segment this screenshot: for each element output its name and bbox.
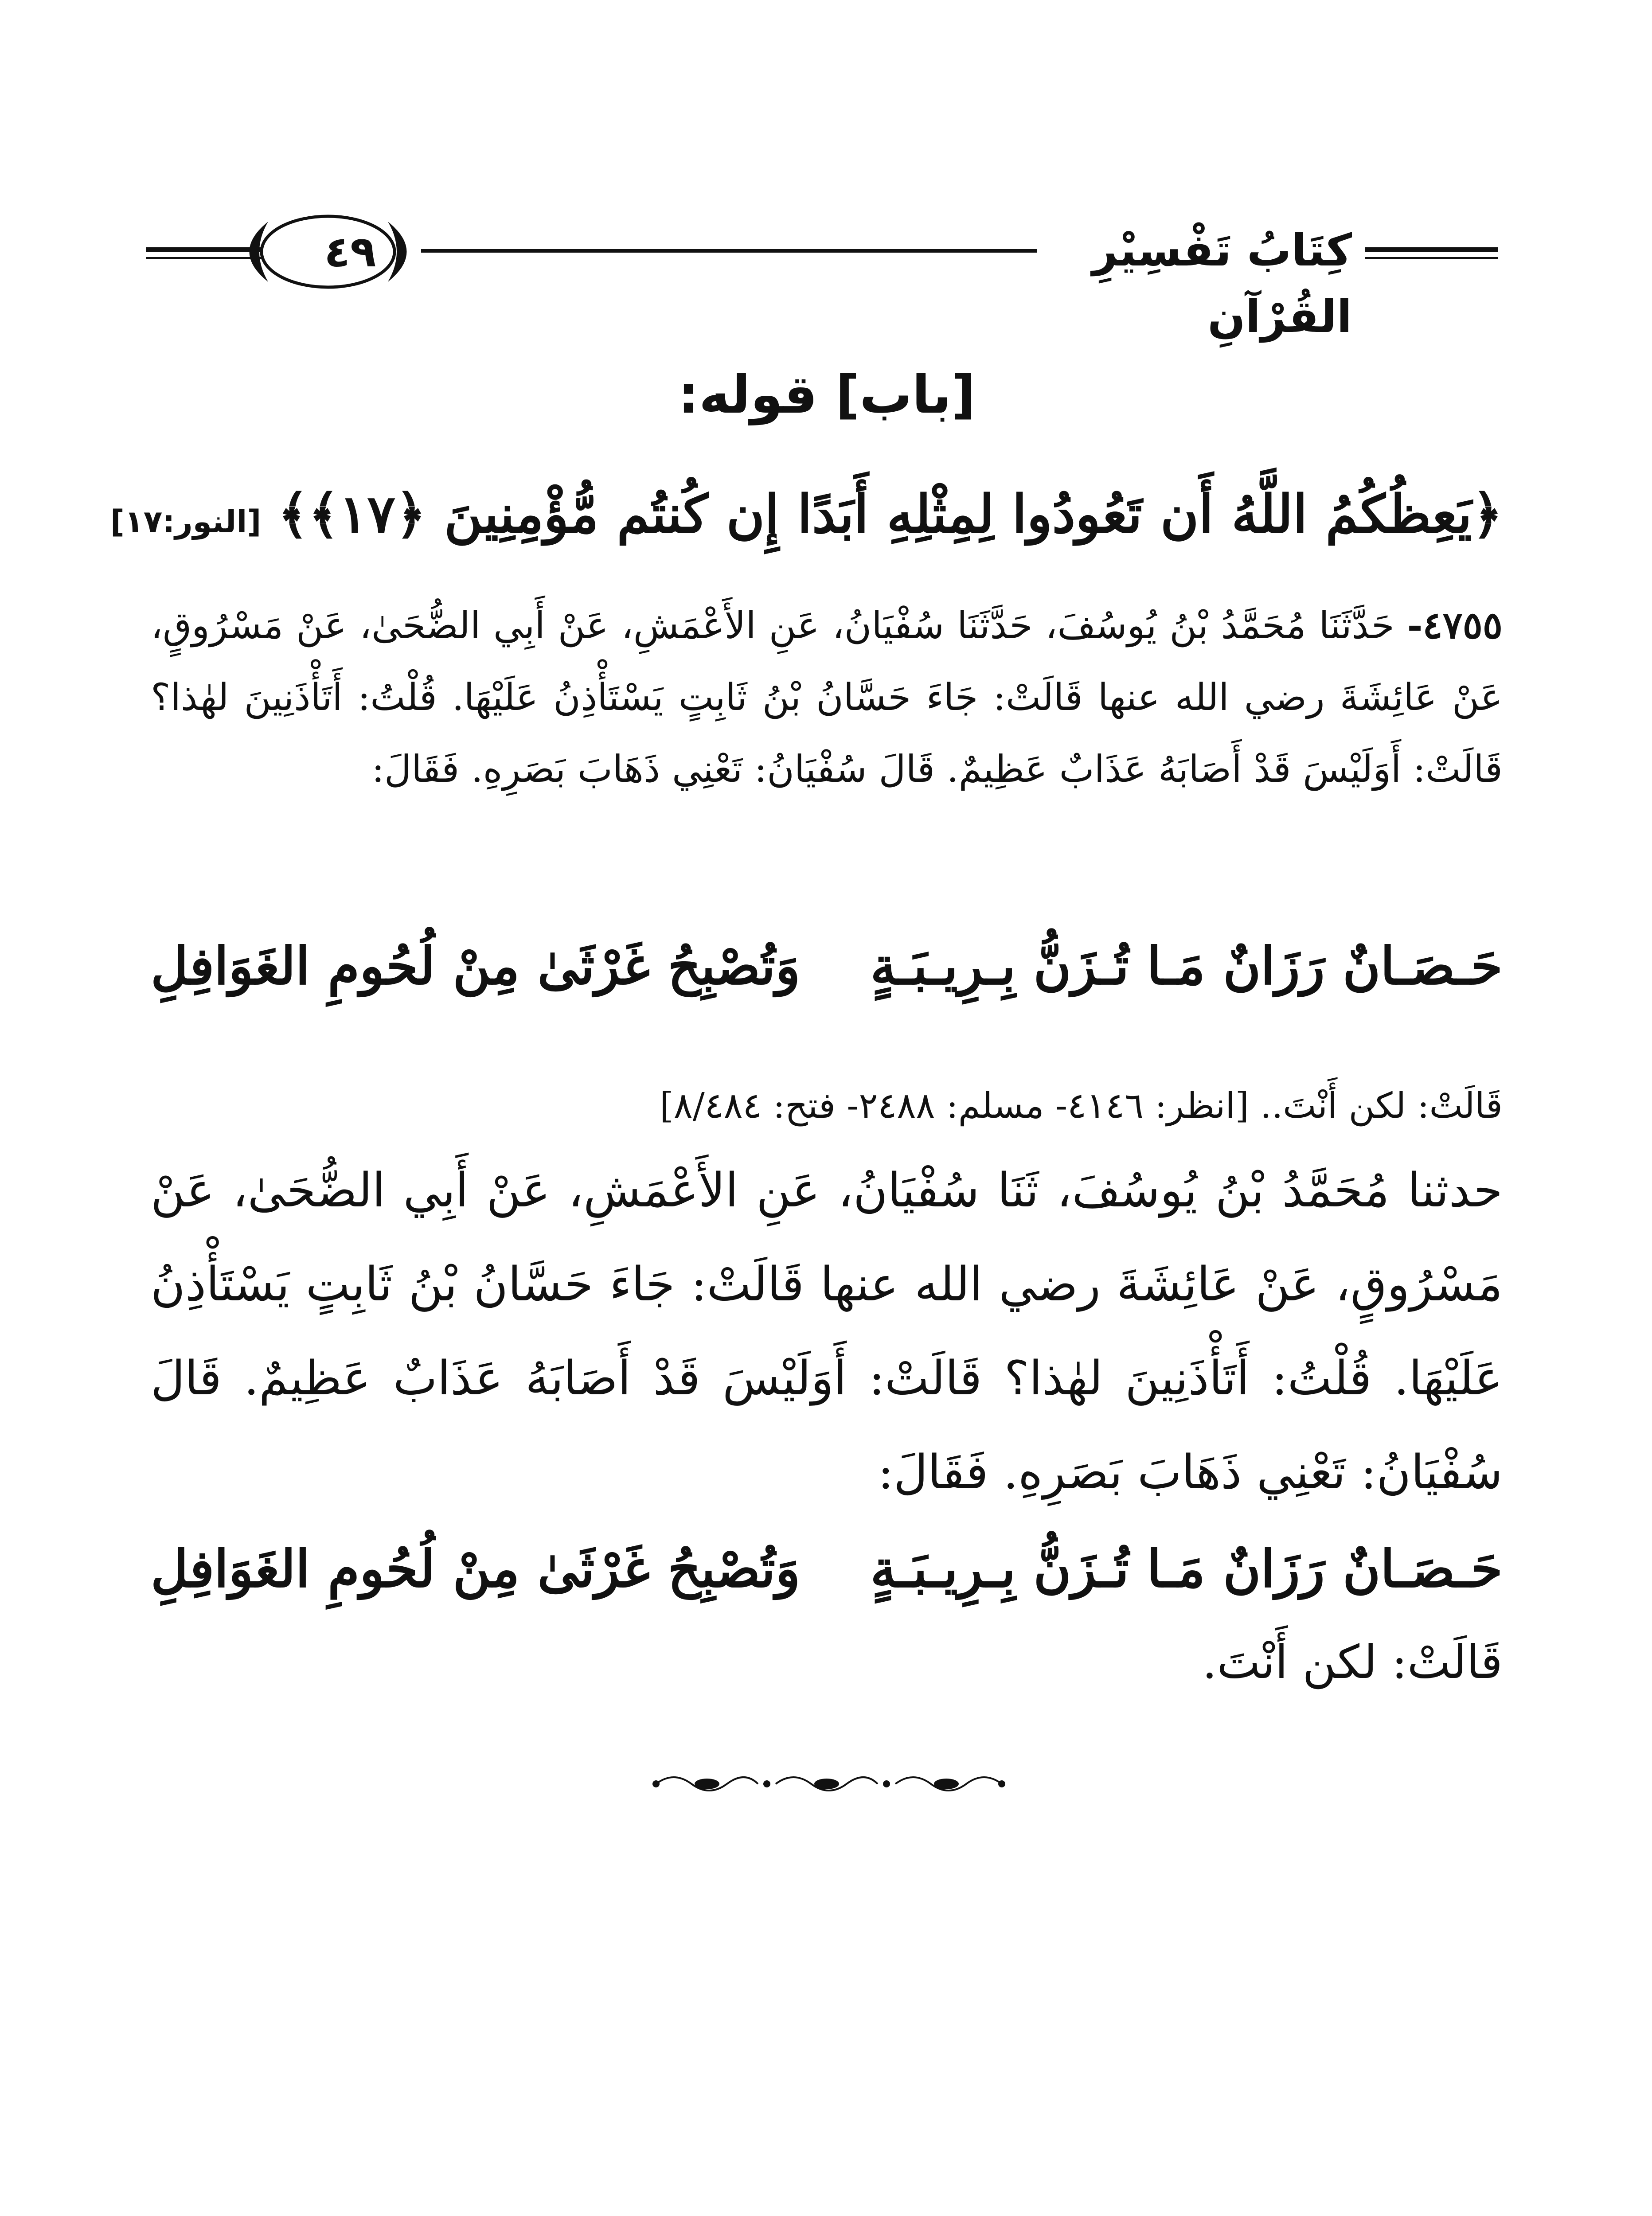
poem-left-hemistich: وَتُصْبِحُ غَرْثَىٰ مِنْ لُحُومِ الغَوَافِلِ: [151, 1539, 801, 1599]
hadith-number: ٤٧٥٥-: [1407, 603, 1503, 647]
poem-left-hemistich: وَتُصْبِحُ غَرْثَىٰ مِنْ لُحُومِ الغَوَافِلِ: [151, 936, 801, 996]
hadith-closing-with-references: قَالَتْ: لكن أَنْتَ.. [انظر: ٤١٤٦- مسلم: ٢٤٨٨- فتح: ٨/٤٨٤]: [660, 1085, 1503, 1126]
floral-divider-icon: [647, 1768, 1011, 1799]
verse-text: ﴿يَعِظُكُمُ اللَّهُ أَن تَعُودُوا لِمِثْلِهِ أَبَدًا إِن كُنتُم مُّؤْمِنِينَ ﴿١٧﴾﴾: [277, 483, 1503, 545]
section-heading: [باب] قوله:: [678, 364, 976, 425]
quran-verse: [110, 470, 1503, 566]
poem-verse-repeat: [151, 1525, 1503, 1613]
running-header: [146, 195, 1498, 343]
page-number-badge: [226, 204, 426, 301]
book-title: كِتَابُ تَفْسِيْرِ القُرْآنِ: [1092, 224, 1352, 343]
page-number: ٤٩: [324, 227, 376, 277]
poem-right-hemistich: حَـصَـانٌ رَزَانٌ مَـا تُـزَنُّ بِـرِيـبَـةٍ: [870, 936, 1503, 996]
poem-right-hemistich: حَـصَـانٌ رَزَانٌ مَـا تُـزَنُّ بِـرِيـبَـةٍ: [870, 1539, 1503, 1599]
hadith-paragraph: [151, 589, 1503, 805]
header-rule-middle: [421, 249, 1037, 253]
second-narration-closing: قَالَتْ: لكن أَنْتَ.: [1202, 1635, 1503, 1689]
poem-verse: [151, 922, 1503, 1010]
verse-reference: [النور:١٧]: [110, 503, 262, 540]
second-narration-paragraph: حدثنا مُحَمَّدُ بْنُ يُوسُفَ، ثَنَا سُفْيَانُ، عَنِ الأَعْمَشِ، عَنْ أَبِي الضُّحَىٰ، عَنْ مَسْرُوقٍ، عَنْ عَائِشَةَ رضي الله عنها قَالَتْ: جَاءَ حَسَّانُ بْنُ ثَابِتٍ يَسْتَأْذِنُ عَلَيْهَا. قُلْتُ: أَتَأْذَنِينَ لهٰذا؟ قَالَتْ: أَوَلَيْسَ قَدْ أَصَابَهُ عَذَابٌ عَظِيمٌ. قَالَ سُفْيَانُ: تَعْنِي ذَهَابَ بَصَرِهِ. فَقَالَ:: [151, 1163, 1503, 1499]
hadith-text: حَدَّثَنَا مُحَمَّدُ بْنُ يُوسُفَ، حَدَّثَنَا سُفْيَانُ، عَنِ الأَعْمَشِ، عَنْ أَبِي الضُّحَىٰ، عَنْ مَسْرُوقٍ، عَنْ عَائِشَةَ رضي الله عنها قَالَتْ: جَاءَ حَسَّانُ بْنُ ثَابِتٍ يَسْتَأْذِنُ عَلَيْهَا. قُلْتُ: أَتَأْذَنِينَ لهٰذا؟ قَالَتْ: أَوَلَيْسَ قَدْ أَصَابَهُ عَذَابٌ عَظِيمٌ. قَالَ سُفْيَانُ: تَعْنِي ذَهَابَ بَصَرِهِ. فَقَالَ:: [151, 604, 1503, 791]
header-rule-right: [1365, 247, 1498, 259]
